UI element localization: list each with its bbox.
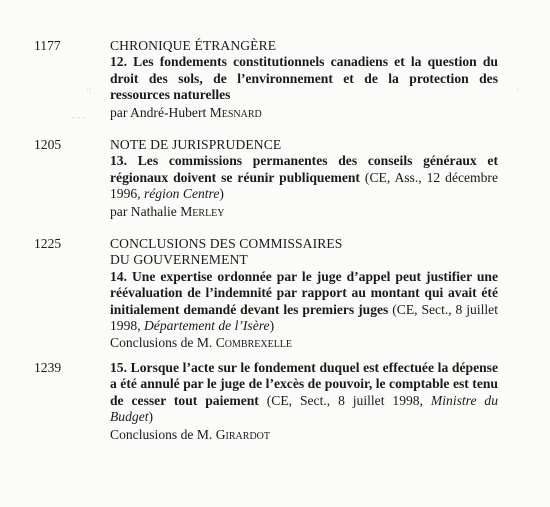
- author-surname: Girardot: [215, 426, 270, 442]
- item-heading: Les fondements constitutionnels canadiens et la question du droit des sols, de l’environnement et de la protection des ressources naturelles: [110, 54, 498, 103]
- citation-close: ): [219, 186, 224, 202]
- byline-prefix: par André-Hubert: [110, 104, 210, 120]
- citation-close: ): [269, 318, 275, 334]
- scan-artifact: ·:: [86, 85, 92, 95]
- citation: (CE, Ass., 12 décembre 1996,: [110, 169, 498, 202]
- author-surname: Combrexelle: [215, 335, 293, 351]
- item-number: 12.: [110, 54, 127, 70]
- page-number: 1205: [34, 137, 62, 152]
- author-byline: [110, 105, 498, 121]
- item-number: 13.: [110, 153, 127, 169]
- section-title: CHRONIQUE ÉTRANGÈRE: [110, 38, 277, 53]
- section-title: NOTE DE JURISPRUDENCE: [110, 137, 282, 152]
- item-title: [110, 269, 498, 335]
- citation-party: région Centre: [143, 186, 220, 202]
- author-surname: Mesnard: [209, 104, 262, 120]
- citation: (CE, Sect., 8 juillet 1998,: [110, 301, 498, 334]
- byline-prefix: Conclusions de M.: [110, 426, 216, 442]
- item-number: 14.: [110, 268, 127, 284]
- citation-close: ): [148, 409, 154, 425]
- author-byline: [110, 335, 498, 351]
- author-surname: Merley: [180, 203, 225, 219]
- scan-artifact: ·: [516, 85, 519, 95]
- scan-artifact: - - -: [72, 112, 86, 122]
- item-heading: Les commissions permanentes des conseils généraux et régionaux doivent se réunir publiquement: [110, 153, 498, 185]
- page-number: 1225: [34, 236, 62, 251]
- item-title: [110, 153, 498, 202]
- entry-content: [110, 38, 498, 121]
- page-number: 1177: [34, 38, 61, 53]
- item-number: 15.: [110, 360, 127, 375]
- citation: (CE, Sect., 8 juillet 1998,: [258, 392, 431, 408]
- author-byline: [110, 204, 498, 220]
- citation-party: Département de l’Isère: [143, 318, 270, 334]
- citation-party: Ministre du Budget: [110, 392, 498, 425]
- page-number: 1239: [34, 360, 62, 375]
- section-title-line-2: DU GOUVERNEMENT: [110, 252, 248, 268]
- entry-content: [110, 236, 498, 352]
- entry-content: [110, 137, 498, 220]
- byline-prefix: Conclusions de M.: [110, 335, 216, 351]
- byline-prefix: par Nathalie: [110, 203, 181, 219]
- section-title: CONCLUSIONS DES COMMISSAIRES: [110, 236, 343, 251]
- entry-content: [110, 360, 498, 443]
- author-byline: [110, 427, 498, 443]
- item-title: [110, 360, 498, 426]
- item-title: [110, 54, 498, 103]
- item-heading: Lorsque l’acte sur le fondement duquel est effectuée la dépense a été annulé par le juge de l’excès de pouvoir, le comptable est tenu de cesser tout paiement: [110, 360, 498, 408]
- item-heading: Une expertise ordonnée par le juge d’appel peut justifier une réévaluation de l’indemnité par rapport au montant qui avait été initialement demandé devant les premiers juges: [110, 268, 498, 317]
